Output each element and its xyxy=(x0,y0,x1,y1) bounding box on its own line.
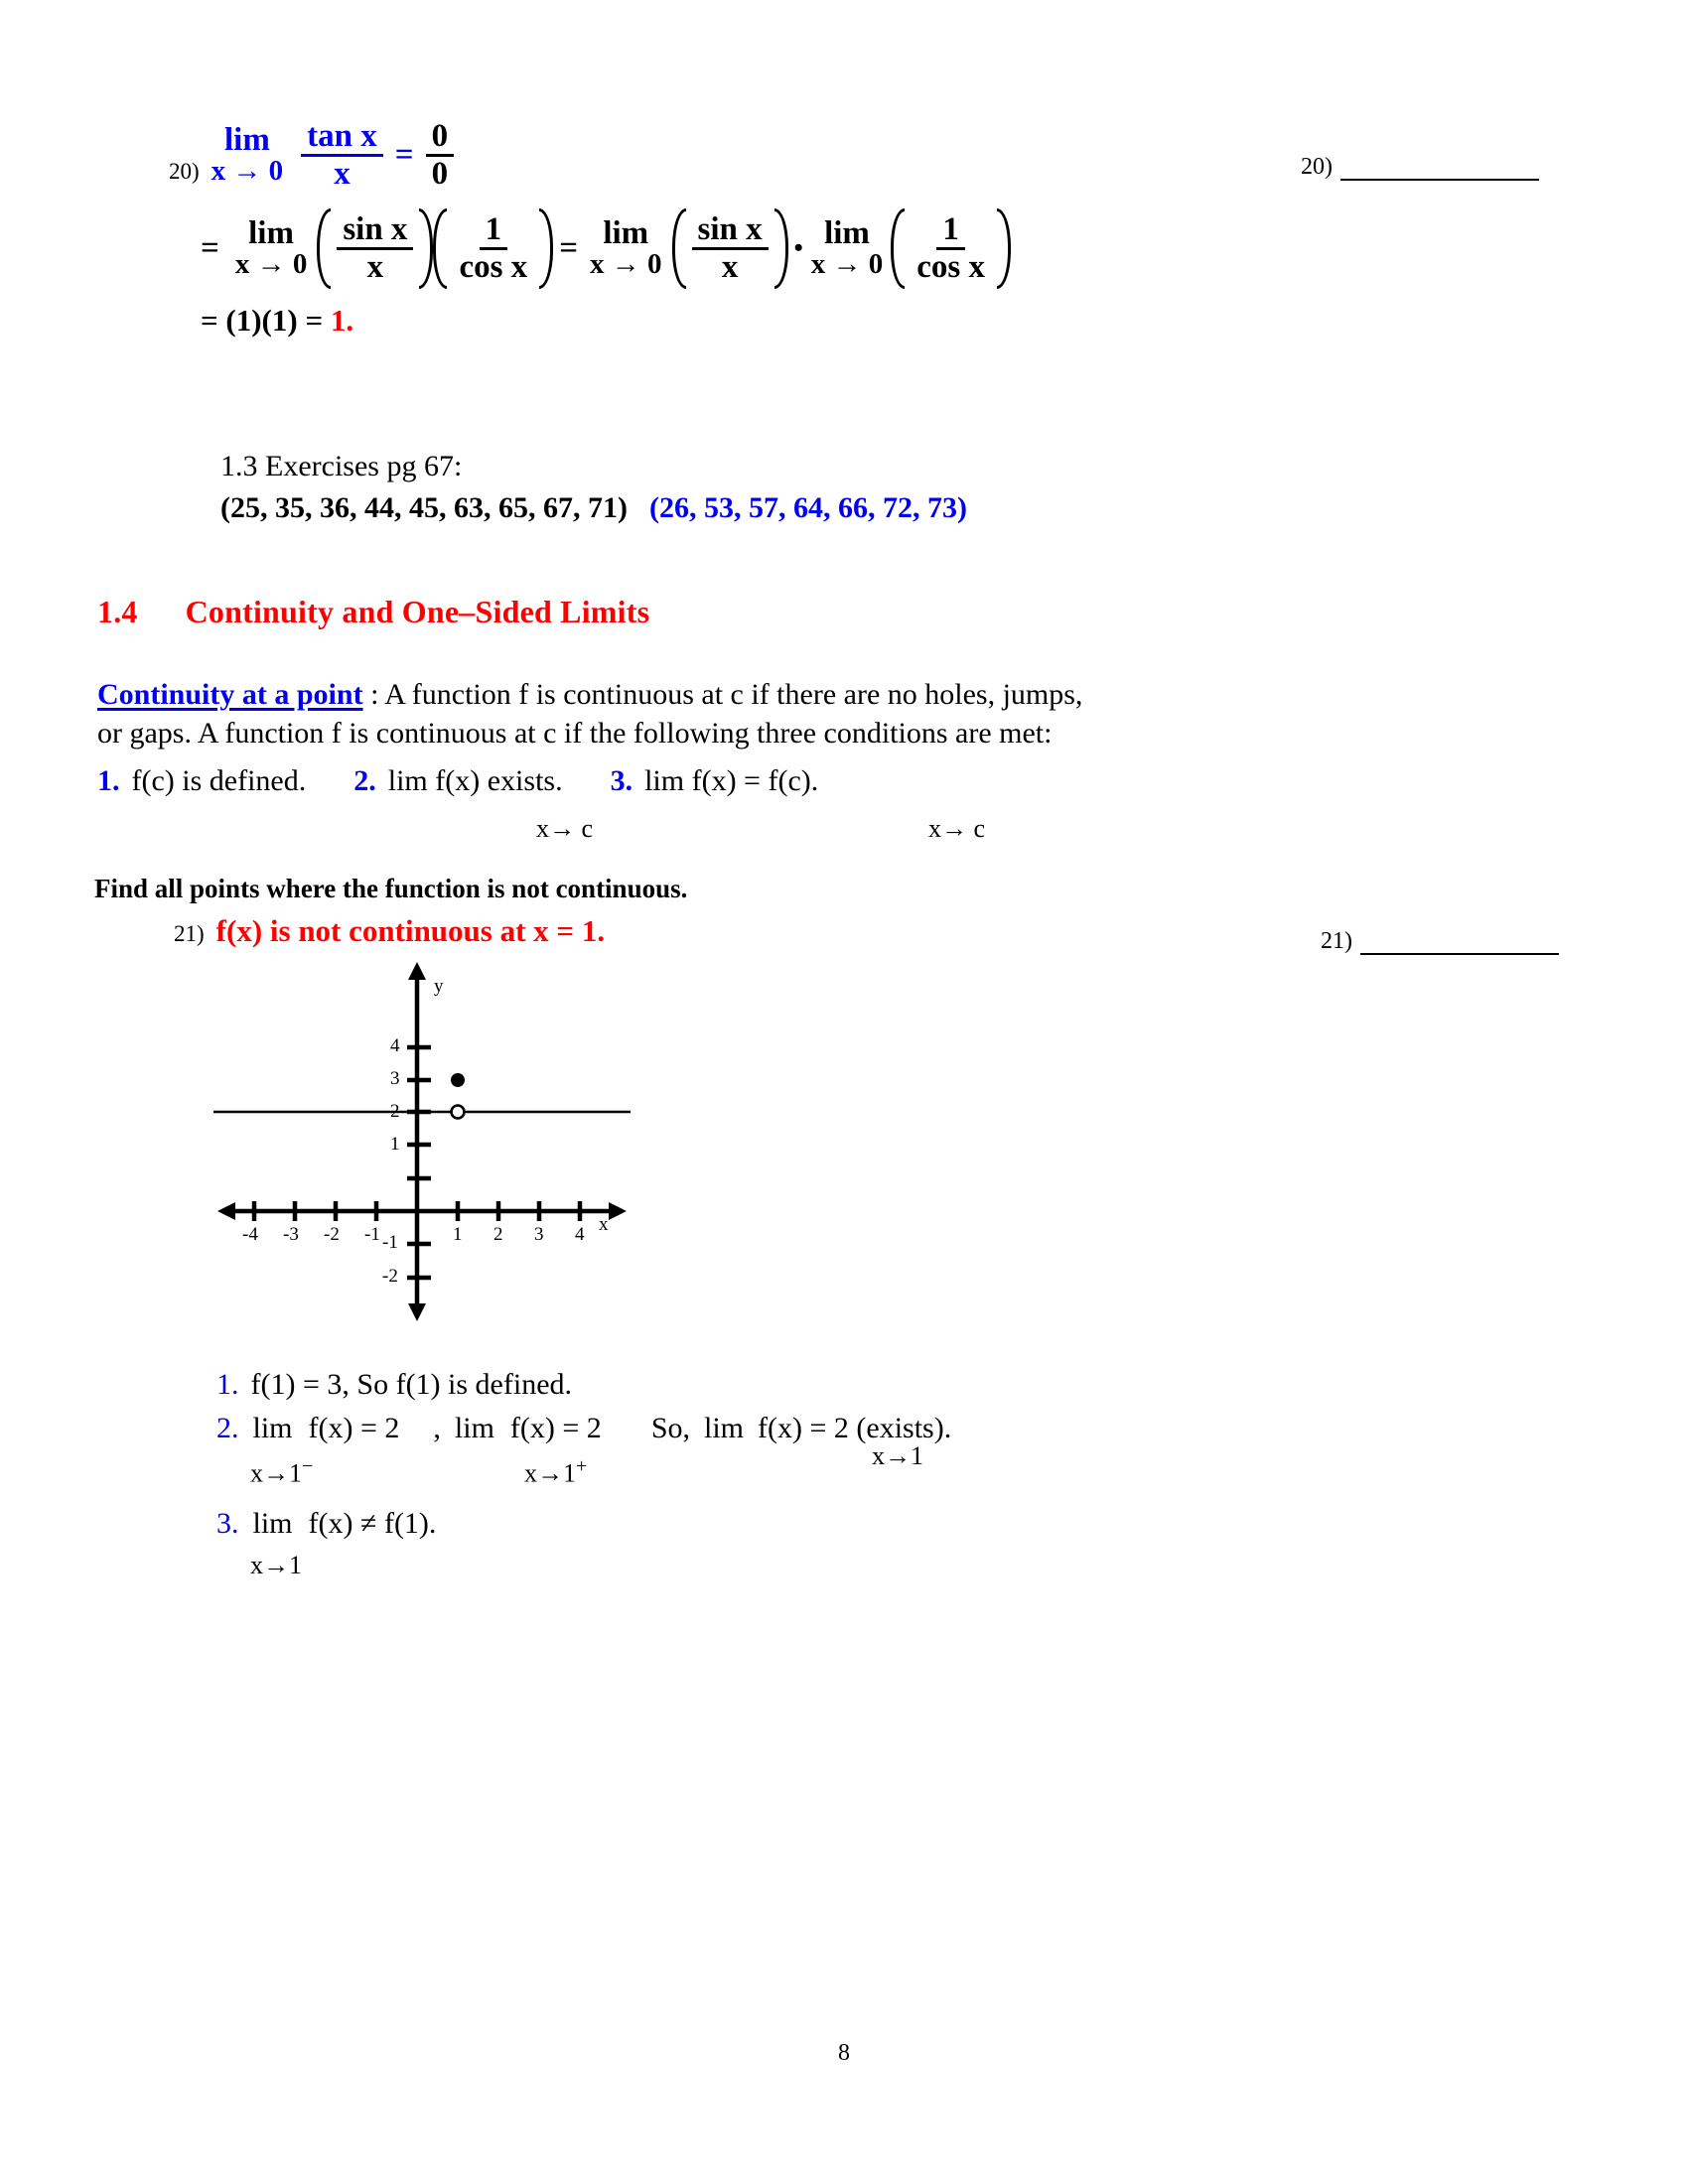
x-tick-label-3: 3 xyxy=(534,1224,544,1245)
one-over-cosx-fraction xyxy=(453,212,533,284)
fraction-denominator: cos x xyxy=(459,248,528,285)
right-paren xyxy=(539,208,553,288)
equals-sign: = xyxy=(394,136,414,173)
fraction-numerator: 0 xyxy=(426,119,455,157)
paren-content xyxy=(905,208,997,288)
fraction-numerator: tan x xyxy=(301,119,383,157)
problem-21-statement: f(x) is not continuous at x = 1. xyxy=(215,913,606,948)
fraction-denominator: x xyxy=(721,248,739,285)
answer-blank-20[interactable] xyxy=(1301,154,1539,181)
step-2-limit-c-body: f(x) = 2 (exists). xyxy=(758,1412,952,1444)
y-tick-label-2: 2 xyxy=(390,1101,400,1122)
right-paren xyxy=(419,208,433,288)
step-2-number: 2. xyxy=(216,1412,239,1444)
function-graph xyxy=(213,958,631,1325)
x-tick-label-neg4: -4 xyxy=(242,1224,258,1245)
limit-x-to-0 xyxy=(211,124,284,186)
lim-approach: x → 0 xyxy=(810,248,884,281)
paren-group-sinx-over-x xyxy=(317,208,433,288)
fraction-numerator: 1 xyxy=(480,212,508,250)
x-axis-label: x xyxy=(599,1214,609,1235)
left-paren xyxy=(672,208,686,288)
problem-20-line-3 xyxy=(201,303,1011,339)
fraction-denominator: x xyxy=(366,248,384,285)
continuity-definition-block xyxy=(97,677,1507,751)
step-2-b-approach-superscript: + xyxy=(576,1455,588,1477)
y-axis-label: y xyxy=(434,976,444,997)
condition-1-number: 1. xyxy=(97,764,120,797)
step-2-limit-a-body: f(x) = 2 xyxy=(308,1412,400,1444)
step-2-comma: , xyxy=(433,1412,441,1444)
step-2-limit-b-approach xyxy=(524,1455,587,1489)
continuity-conditions-row xyxy=(97,764,818,798)
x-tick-label-4: 4 xyxy=(575,1224,585,1245)
condition-1-text: f(c) is defined. xyxy=(131,764,307,797)
condition-2-number: 2. xyxy=(353,764,376,797)
exercises-black-list: (25, 35, 36, 44, 45, 63, 65, 67, 71) xyxy=(220,491,628,525)
step-2-limit-a-approach xyxy=(250,1455,313,1489)
y-axis-down-arrow xyxy=(408,1303,426,1321)
problem-20-number: 20) xyxy=(169,159,200,185)
fraction-denominator: 0 xyxy=(431,155,449,192)
x-tick-label-neg2: -2 xyxy=(324,1224,340,1245)
condition-2-limit-approach: x→ c xyxy=(536,814,594,843)
instruction-text: Find all points where the function is not continuous. xyxy=(94,874,688,903)
lim-approach: x → 0 xyxy=(590,248,662,281)
definition-text-1: A function f is continuous at c if there are no holes, jumps, xyxy=(384,678,1083,711)
step-2-so-label: So, xyxy=(650,1412,690,1444)
limit-x-to-0 xyxy=(590,217,662,279)
step-2-limit-c-approach: x→1 xyxy=(872,1441,923,1470)
zero-over-zero-fraction xyxy=(426,119,455,191)
step-2-limit-a-lim: lim xyxy=(252,1412,293,1444)
final-expression: = (1)(1) = xyxy=(201,302,331,338)
paren-content xyxy=(447,208,539,288)
x-tick-label-neg3: -3 xyxy=(283,1224,299,1245)
definition-line-1 xyxy=(97,677,1507,712)
fraction-numerator: sin x xyxy=(337,212,413,250)
answer-blank-21-label: 21) xyxy=(1321,928,1352,954)
step-1-text: f(1) = 3, So f(1) is defined. xyxy=(250,1368,573,1401)
x-tick-label-neg1: -1 xyxy=(364,1224,380,1245)
y-tick-label-4: 4 xyxy=(390,1035,400,1056)
definition-term: Continuity at a point xyxy=(97,678,363,711)
condition-3-text: lim f(x) = f(c). xyxy=(644,764,819,797)
definition-colon: : xyxy=(362,678,385,711)
step-2-limit-b-body: f(x) = 2 xyxy=(509,1412,602,1444)
exercises-heading: 1.3 Exercises pg 67: xyxy=(220,450,463,482)
y-tick-label-neg2: -2 xyxy=(382,1266,398,1287)
right-paren xyxy=(997,208,1011,288)
equals-sign: = xyxy=(559,229,578,266)
one-over-cosx-fraction xyxy=(911,212,991,284)
lim-label: lim xyxy=(603,215,649,252)
lim-label: lim xyxy=(248,215,294,252)
section-number: 1.4 xyxy=(97,594,138,629)
tanx-over-x-fraction xyxy=(301,119,383,191)
step-3-number: 3. xyxy=(216,1507,239,1540)
y-tick-label-1: 1 xyxy=(390,1134,400,1155)
problem-21-number: 21) xyxy=(174,921,205,946)
lim-approach: x → 0 xyxy=(211,155,284,188)
step-2-a-approach-superscript: − xyxy=(302,1455,314,1477)
sinx-over-x-fraction xyxy=(692,212,769,284)
answer-blank-21-line[interactable] xyxy=(1360,935,1559,955)
y-axis-up-arrow xyxy=(408,962,426,980)
exercises-block xyxy=(220,449,967,525)
paren-group-sinx-over-x xyxy=(672,208,788,288)
step-1-number: 1. xyxy=(216,1368,239,1401)
condition-3-number: 3. xyxy=(610,764,633,797)
filled-circle-point-1-3 xyxy=(451,1073,465,1087)
lim-approach: x → 0 xyxy=(234,248,308,281)
left-paren xyxy=(317,208,331,288)
definition-line-2: or gaps. A function f is continuous at c if the following three conditions are met: xyxy=(97,717,1053,751)
paren-content xyxy=(686,208,774,288)
step-2-b-approach-text: x→1 xyxy=(524,1458,576,1488)
x-tick-label-2: 2 xyxy=(493,1224,503,1245)
multiplication-dot: • xyxy=(793,232,803,262)
y-tick-label-3: 3 xyxy=(390,1068,400,1089)
x-axis-right-arrow xyxy=(609,1202,627,1220)
answer-blank-21[interactable] xyxy=(1321,928,1559,955)
sinx-over-x-fraction xyxy=(337,212,413,284)
graph-svg xyxy=(213,958,631,1325)
step-2-a-approach-text: x→1 xyxy=(250,1458,302,1488)
final-answer: 1. xyxy=(330,302,354,338)
fraction-denominator: cos x xyxy=(916,248,985,285)
section-title: Continuity and One–Sided Limits xyxy=(185,594,650,629)
x-tick-label-1: 1 xyxy=(453,1224,463,1245)
step-3-limit-approach: x→1 xyxy=(250,1551,302,1579)
answer-blank-20-label: 20) xyxy=(1301,154,1333,180)
lim-label: lim xyxy=(224,122,270,159)
section-heading-1-4 xyxy=(97,594,649,630)
left-paren xyxy=(433,208,447,288)
solution-step-3 xyxy=(216,1507,436,1541)
left-paren xyxy=(891,208,905,288)
problem-20-line-2 xyxy=(201,208,1011,288)
right-paren xyxy=(774,208,788,288)
limit-x-to-0 xyxy=(811,217,884,279)
solution-step-2 xyxy=(216,1412,951,1445)
step-3-limit-lim: lim xyxy=(252,1507,293,1540)
problem-21-header xyxy=(174,913,605,949)
paren-group-one-over-cosx xyxy=(433,208,553,288)
fraction-numerator: sin x xyxy=(692,212,769,250)
exercises-blue-list: (26, 53, 57, 64, 66, 72, 73) xyxy=(648,491,967,525)
problem-20-block xyxy=(169,119,1011,339)
answer-blank-20-line[interactable] xyxy=(1340,161,1539,181)
step-3-limit-body: f(x) ≠ f(1). xyxy=(308,1507,437,1540)
step-2-limit-b-lim: lim xyxy=(454,1412,494,1444)
open-circle-point-1-2 xyxy=(452,1106,465,1119)
y-tick-label-neg1: -1 xyxy=(382,1232,398,1253)
step-2-limit-c-lim: lim xyxy=(704,1412,745,1444)
fraction-denominator: x xyxy=(334,155,351,192)
lim-label: lim xyxy=(824,215,870,252)
equals-sign: = xyxy=(201,229,219,266)
paren-group-one-over-cosx xyxy=(891,208,1011,288)
fraction-numerator: 1 xyxy=(936,212,965,250)
x-axis-left-arrow xyxy=(217,1202,235,1220)
solution-step-1 xyxy=(216,1368,572,1402)
condition-3-limit-approach: x→ c xyxy=(928,814,986,843)
paren-content xyxy=(331,208,419,288)
limit-x-to-0 xyxy=(235,217,308,279)
page-number: 8 xyxy=(838,2040,850,2066)
condition-2-text: lim f(x) exists. xyxy=(387,764,563,797)
